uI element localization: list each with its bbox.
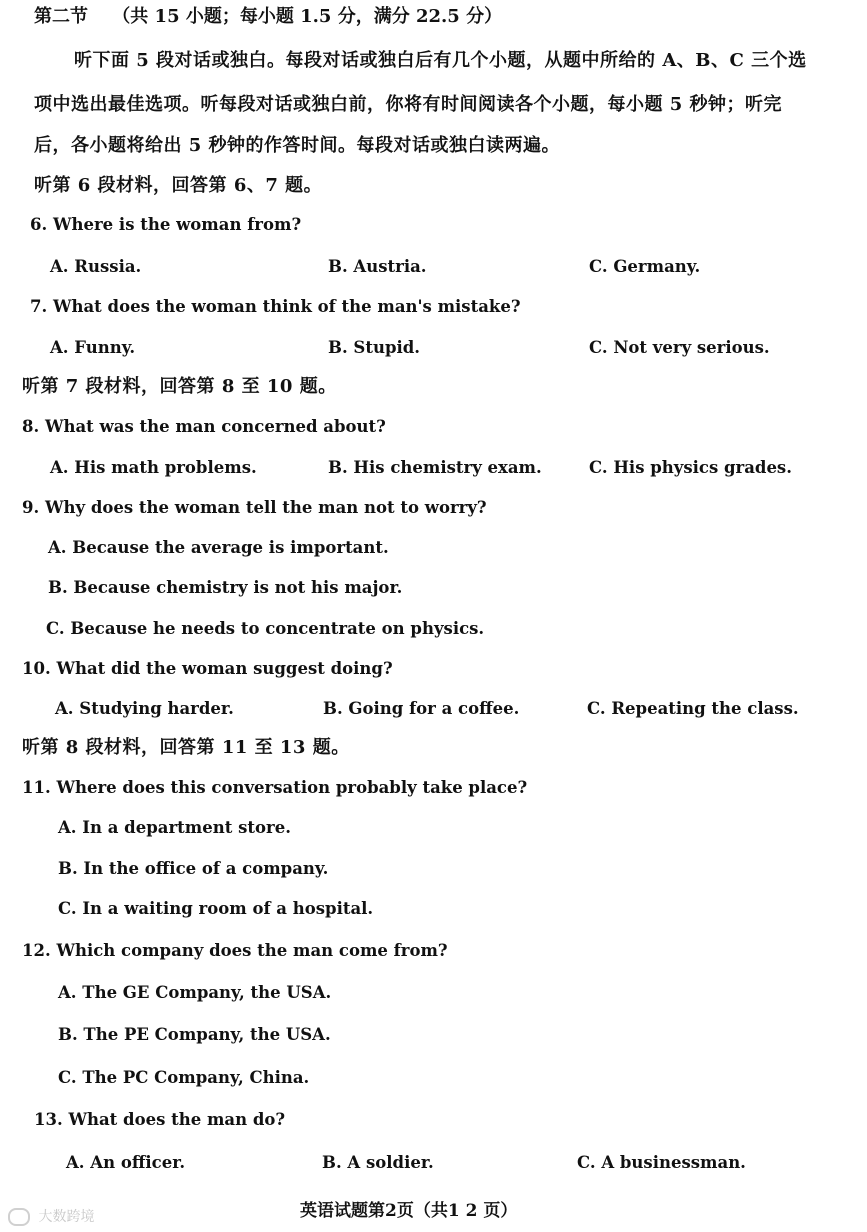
- instructions-line-3: 后，各小题将给出 5 秒钟的作答时间。每段对话或独白读两遍。: [34, 135, 561, 156]
- instructions-line-1: 听下面 5 段对话或独白。每段对话或独白后有几个小题，从题中所给的 A、B、C 三个选: [74, 50, 807, 71]
- question-11-option-a: A. In a department store.: [58, 818, 291, 837]
- watermark-text: 大数跨境: [38, 1209, 95, 1225]
- group-heading-6: 听第 6 段材料，回答第 6、7 题。: [34, 175, 323, 196]
- question-12-option-c: C. The PC Company, China.: [58, 1068, 310, 1087]
- question-11-option-b: B. In the office of a company.: [58, 859, 329, 878]
- question-6-option-a: A. Russia.: [50, 257, 142, 276]
- question-13-stem: 13. What does the man do?: [34, 1110, 286, 1129]
- question-13-option-c: C. A businessman.: [577, 1153, 746, 1172]
- question-13-option-a: A. An officer.: [66, 1153, 186, 1172]
- watermark-logo-icon: [8, 1208, 30, 1226]
- question-7-option-c: C. Not very serious.: [589, 338, 770, 357]
- instructions-line-2: 项中选出最佳选项。听每段对话或独白前，你将有时间阅读各个小题，每小题 5 秒钟；听完: [34, 94, 783, 115]
- question-10-option-c: C. Repeating the class.: [587, 699, 799, 718]
- question-13-option-b: B. A soldier.: [322, 1153, 434, 1172]
- section-title: [34, 6, 502, 28]
- question-12-option-a: A. The GE Company, the USA.: [58, 983, 332, 1002]
- page-footer: 英语试题第2页（共1 2 页）: [300, 1201, 518, 1221]
- question-6-option-c: C. Germany.: [589, 257, 701, 276]
- question-7-option-b: B. Stupid.: [328, 338, 421, 357]
- question-8-stem: 8. What was the man concerned about?: [22, 417, 386, 436]
- question-7-option-a: A. Funny.: [50, 338, 136, 357]
- question-12-option-b: B. The PE Company, the USA.: [58, 1025, 331, 1044]
- question-10-option-a: A. Studying harder.: [55, 699, 234, 718]
- question-11-option-c: C. In a waiting room of a hospital.: [58, 899, 374, 918]
- question-8-option-a: A. His math problems.: [50, 458, 257, 477]
- question-9-option-a: A. Because the average is important.: [48, 538, 389, 557]
- question-7-stem: 7. What does the woman think of the man's mistake?: [30, 297, 521, 316]
- group-heading-8: 听第 8 段材料，回答第 11 至 13 题。: [22, 737, 350, 758]
- section-label: 第二节: [34, 6, 88, 27]
- question-10-stem: 10. What did the woman suggest doing?: [22, 659, 393, 678]
- question-11-stem: 11. Where does this conversation probably take place?: [22, 778, 528, 797]
- question-8-option-c: C. His physics grades.: [589, 458, 792, 477]
- question-10-option-b: B. Going for a coffee.: [323, 699, 520, 718]
- question-6-stem: 6. Where is the woman from?: [30, 215, 302, 234]
- question-9-stem: 9. Why does the woman tell the man not to worry?: [22, 498, 487, 517]
- question-9-option-c: C. Because he needs to concentrate on physics.: [46, 619, 485, 638]
- question-6-option-b: B. Austria.: [328, 257, 427, 276]
- section-scoring: （共 15 小题；每小题 1.5 分，满分 22.5 分）: [112, 6, 503, 27]
- question-12-stem: 12. Which company does the man come from?: [22, 941, 448, 960]
- question-8-option-b: B. His chemistry exam.: [328, 458, 542, 477]
- question-9-option-b: B. Because chemistry is not his major.: [48, 578, 403, 597]
- group-heading-7: 听第 7 段材料，回答第 8 至 10 题。: [22, 376, 337, 397]
- watermark: [8, 1206, 94, 1226]
